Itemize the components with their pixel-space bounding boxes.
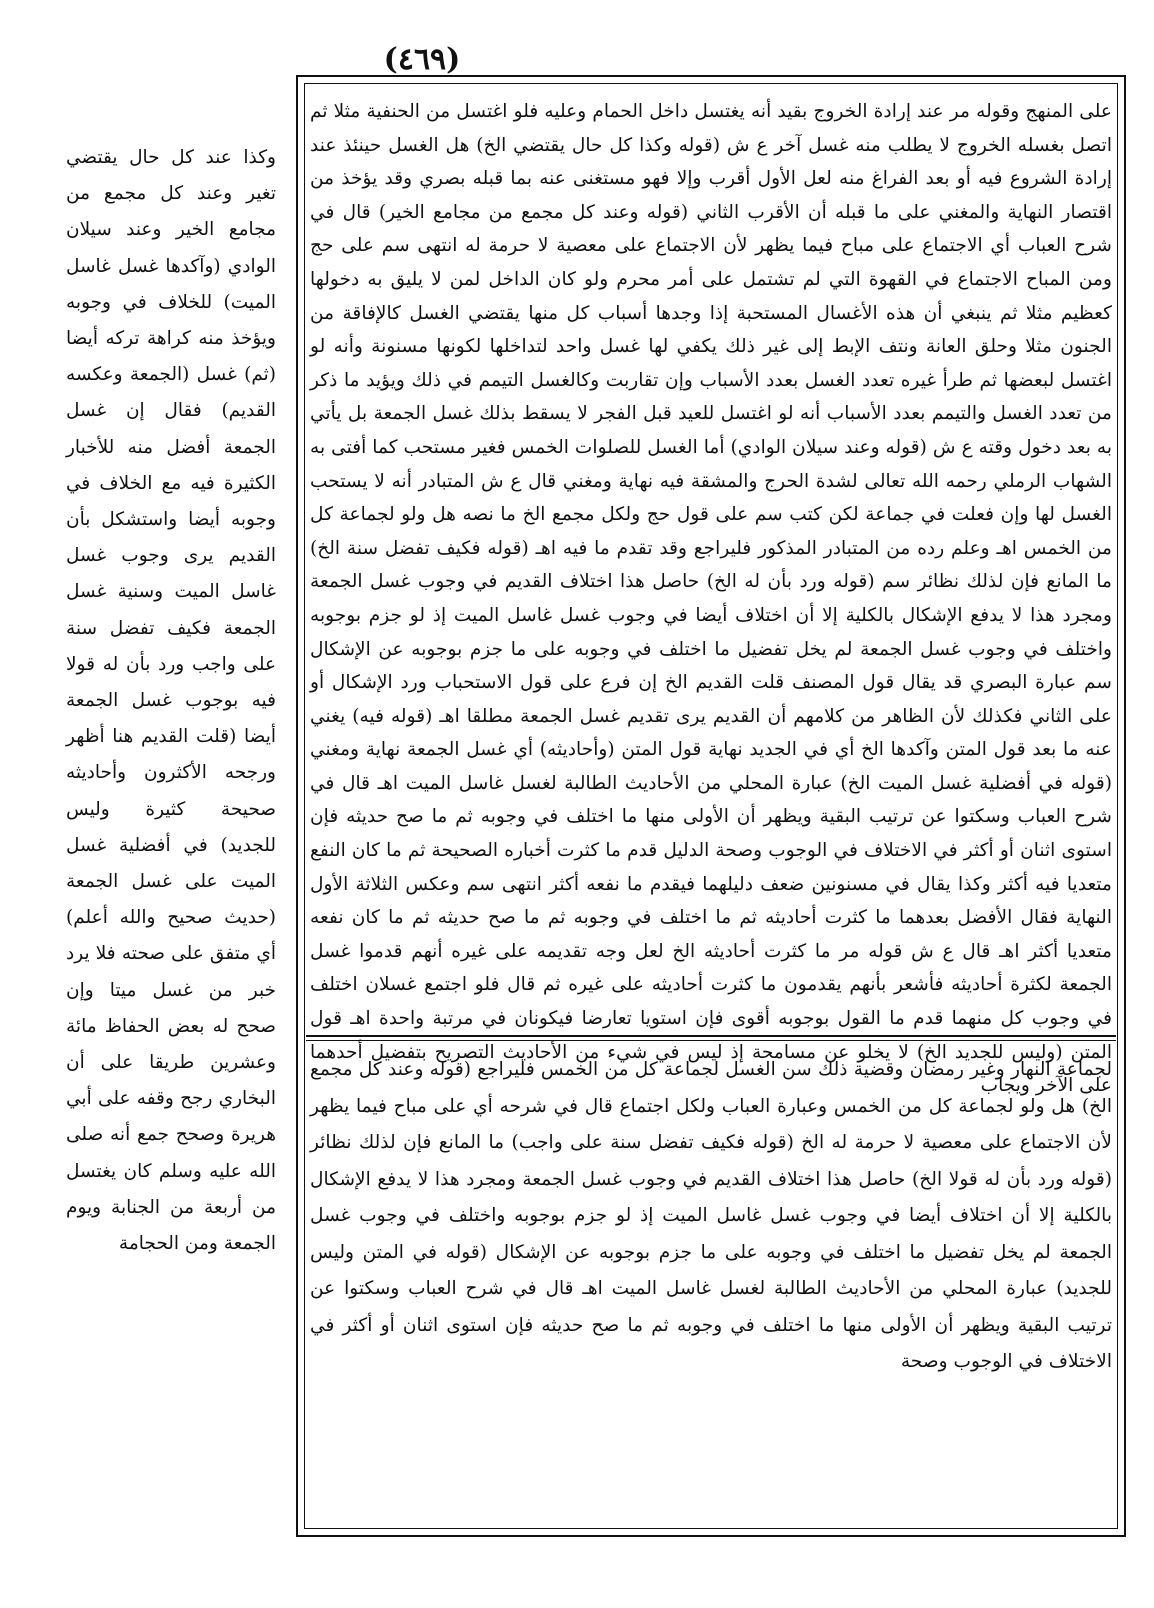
commentary-frame: [296, 75, 1126, 1537]
page-number: (٤٦٩): [383, 42, 461, 77]
commentary-secondary-text: لجماعة النهار وغير رمضان وقضية ذلك سن الغسل لجماعة كل من الخمس فليراجع (قوله وعند كل مجمع الخ) هل ولو لجماعة كل من الخمس وعبارة العباب ولكل اجتماع قال في شرحه أي على مباح فيما يظهر لأن الاجتماع على معصية لا حرمة له الخ (قوله فكيف تفضل سنة على واجب) ما المانع فإن لذلك نظائر (قوله ورد بأن له قولا الخ) حاصل هذا اختلاف القديم في وجوب غسل الجمعة ومجرد هذا لا يدفع الإشكال بالكلية إلا أن اختلاف أيضا في وجوب غسل غاسل الميت إذ لو جزم بوجوبه واختلف في وجوب غسل الجمعة لم يخل تفضيل ما اختلف في وجوبه على ما جزم بوجوبه عن الإشكال (قوله في المتن وليس للجديد) عبارة المحلي من الأحاديث الطالبة لغسل غاسل الميت اهـ قال في شرح العباب وسكتوا عن ترتيب البقية ويظهر أن الأولى منها ما اختلف في وجوبه ثم ما صح حديثه فإن استوى اثنان أو أكثر في الاختلاف في الوجوب وصحة: [310, 1059, 1112, 1372]
commentary-main-text: على المنهج وقوله مر عند إرادة الخروج بقيد أنه يغتسل داخل الحمام وعليه فلو اغتسل من الحنفية مثلا ثم اتصل بغسله الخروج لا يطلب منه غسل آخر ع ش (قوله وكذا كل حال يقتضي الخ) هل الغسل حينئذ عند إرادة الشروع فيه أو بعد الفراغ منه لعل الأول أقرب وإلا فهو مستغنى عنه بما قبله بصري وقد يؤخذ من اقتصار النهاية والمغني على ما قبله أن الأقرب الثاني (قوله وعند كل مجمع من مجامع الخير) قال في شرح العباب أي الاجتماع على مباح فيما يظهر لأن الاجتماع على معصية لا حرمة له انتهى سم على حج ومن المباح الاجتماع في القهوة التي لم تشتمل على أمر محرم ولو كان الداخل لمن لا يليق به دخولها كعظيم مثلا ثم ينبغي أن هذه الأغسال المستحبة إذا وجدها أسباب كل منها يقتضي الغسل كالإفاقة من الجنون مثلا وحلق العانة ونتف الإبط إلى غير ذلك يكفي لها غسل واحد لتداخلها لكونها مسنونة وأنه لو اغتسل لبعضها ثم طرأ غيره تعدد الغسل بعدد الأسباب وإن تقاربت وكالغسل التيمم في ذلك ويؤيد ما ذكر من تعدد الغسل والتيمم بعدد الأسباب أنه لو اغتسل للعيد قبل الفجر لا يسقط بذلك غسل الجمعة بل يأتي به بعد دخول وقته ع ش (قوله وعند سيلان الوادي) أما الغسل للصلوات الخمس فغير مستحب كما أفتى به الشهاب الرملي رحمه الله تعالى لشدة الحرج والمشقة فيه نهاية ومغني قال ع ش المتبادر أنه لا يستحب الغسل لها وإن فعلت في جماعة لكن كتب سم على قول حج ولكل مجمع الخ ما نصه هل ولو لجماعة كل من الخمس اهـ وعلم رده من المتبادر المذكور فليراجع وقد تقدم ما فيه اهـ (قوله فكيف تفضل سنة الخ) ما المانع فإن لذلك نظائر سم (قوله ورد بأن له الخ) حاصل هذا اختلاف القديم في وجوب غسل الجمعة ومجرد هذا لا يدفع الإشكال بالكلية إلا أن اختلاف أيضا في وجوب غسل غاسل الميت إذ لو جزم بوجوبه واختلف في وجوب غسل الجمعة لم يخل تفضيل ما اختلف في وجوبه على ما جزم بوجوبه عن الإشكال سم عبارة البصري قد يقال قول المصنف قلت القديم الخ إن فرع على قول الاستحباب ورد الإشكال أو على الثاني فكذلك لأن الظاهر من كلامهم أن القديم يرى تقديم غسل الجمعة مطلقا اهـ (قوله فيه) يغني عنه ما بعد قول المتن وآكدها الخ أي في الجديد نهاية قول المتن (وأحاديثه) أي غسل الجمعة نهاية ومغني (قوله في أفضلية غسل الميت الخ) عبارة المحلي من الأحاديث الطالبة لغسل غاسل الميت اهـ قال في شرح العباب وسكتوا عن ترتيب البقية ويظهر أن الأولى منها ما اختلف في وجوبه ثم ما صح حديثه فإن استوى اثنان أو أكثر في الاختلاف في الوجوب وصحة الدليل قدم ما كثرت أخباره الصحيحة ثم ما كان النفع متعديا فيه أكثر وكذا يقال في مسنونين ضعف دليلهما فيقدم ما نفعه أكثر انتهى سم وعكس الثلاثة الأول النهاية فقال الأفضل بعدهما ما كثرت أحاديثه ثم ما اختلف في وجوبه ثم ما صح حديثه ثم ما كان نفعه متعديا أكثر اهـ قال ع ش قوله مر ما كثرت أحاديثه الخ لعل وجه تقديمه على غيره أنهم قدموا غسل الجمعة لكثرة أحاديثه فأشعر بأنهم يقدمون ما كثرت أحاديثه على غيره ثم قال فلو اجتمع غسلان اختلف في وجوب كل منهما قدم ما القول بوجوبه أقوى فإن استويا تعارضا فيكونان في مرتبة واحدة اهـ قول المتن (وليس للجديد الخ) لا يخلو عن مسامحة إذ ليس في شيء من الأحاديث التصريح بتفضيل أحدهما على الآخر ويجاب: [310, 101, 1112, 1097]
margin-matn-text: وكذا عند كل حال يقتضي تغير وعند كل مجمع من مجامع الخير وعند سيلان الوادي (وآكدها غسل غاسل الميت) للخلاف في وجوبه ويؤخذ منه كراهة تركه أيضا (ثم) غسل (الجمعة وعكسه القديم) فقال إن غسل الجمعة أفضل منه للأخبار الكثيرة فيه مع الخلاف في وجوبه أيضا واستشكل بأن القديم يرى وجوب غسل غاسل الميت وسنية غسل الجمعة فكيف تفضل سنة على واجب ورد بأن له قولا فيه بوجوب غسل الجمعة أيضا (قلت القديم هنا أظهر ورجحه الأكثرون وأحاديثه صحيحة كثيرة وليس للجديد) في أفضلية غسل الميت على غسل الجمعة (حديث صحيح والله أعلم) أي متفق على صحته فلا يرد خبر من غسل ميتا وإن صحح له بعض الحفاظ مائة وعشرين طريقا على أن البخاري رجح وقفه على أبي هريرة وصحح جمع أنه صلى الله عليه وسلم كان يغتسل من أربعة من الجنابة ويوم الجمعة ومن الحجامة: [66, 147, 276, 1255]
section-divider: [306, 1035, 1116, 1037]
